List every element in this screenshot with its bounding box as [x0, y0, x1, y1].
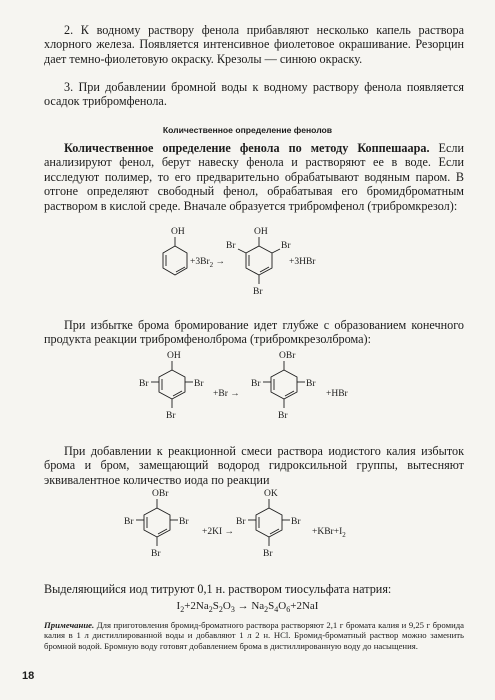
bromine-label-left: Br — [236, 517, 246, 527]
bromine-label-para: Br — [253, 287, 263, 297]
ok-label: OK — [264, 489, 278, 499]
product-3hbr: +3HBr — [289, 257, 316, 267]
obr-label: OBr — [279, 351, 296, 361]
method-title: Количественное определение фенола по методу Коппешаара. — [64, 141, 430, 155]
paragraph-koppeschaar-method — [44, 141, 464, 213]
reagent-br: +Br → — [213, 389, 240, 399]
paragraph-thiosulfate-titration: Выделяющийся иод титруют 0,1 н. раствором тиосульфата натрия: — [44, 582, 392, 596]
bromine-label-right: Br — [179, 517, 189, 527]
bromine-label-left: Br — [251, 379, 261, 389]
hydroxyl-label: OH — [254, 227, 268, 237]
tribromophenol-structure — [139, 351, 204, 421]
paragraph-potassium-iodide: При добавлении к реакционной смеси раствора иодистого калия избыток брома и бром, замещающий водород гидроксильной группы, вытесняют эквивалентное количество иода по реакции — [44, 444, 464, 487]
bromine-label-right: Br — [291, 517, 301, 527]
footnote — [44, 620, 464, 651]
reagent-2ki: +2KI → — [202, 527, 235, 537]
section-heading: Количественное определение фенолов — [162, 125, 333, 135]
page-number: 18 — [22, 670, 35, 682]
reaction-3-iodide-displacement — [0, 484, 495, 576]
paragraph-excess-bromine: При избытке брома бромирование идет глубже с образованием конечного продукта реакции трибромфенолброма (трибромкрезолброма): — [44, 318, 464, 347]
potassium-tribromophenolate-structure — [236, 489, 301, 559]
method-description: Если анализируют фенол, берут навеску фенола и растворяют ее в воде. Если исследуют полимер, то его предварительно обрабатывают водяным паром. В отгоне определяют свободный фенол, обрабатывая его бромидброматным раствором в кислой среде. Вначале образуется трибромфенол (трибромкрезол): — [44, 141, 464, 213]
bromine-label-right: Br — [281, 241, 291, 251]
bromine-label-right: Br — [194, 379, 204, 389]
bromine-label-para: Br — [151, 549, 161, 559]
product-kbr-i2: $+KBr+I_2$ — [312, 527, 346, 539]
bromine-label-para: Br — [263, 549, 273, 559]
reagent-3br2: $+3Br_2$ → — [190, 257, 225, 269]
tribromophenol-bromine-structure — [251, 351, 316, 421]
product-hbr: +HBr — [326, 389, 348, 399]
bromine-label-right: Br — [306, 379, 316, 389]
bromine-label-para: Br — [166, 411, 176, 421]
bromine-label-left: Br — [226, 241, 236, 251]
hydroxyl-label: OH — [171, 227, 185, 237]
note-label: Примечание. — [44, 620, 95, 630]
note-text: Для приготовления бромид-броматного раствора растворяют 2,1 г бромата калия и 9,25 г бромида калия в 1 л дистиллированной воды и добавляют 1 л 2 н. HCl. Бромид-броматный раствор можно заменить бромной водой. Бромную воду готовят добавлением брома в дистиллированную воду до насыщения. — [44, 620, 464, 651]
reaction-1-phenol-bromination — [0, 222, 495, 312]
tribromophenol-bromine-structure — [124, 489, 189, 559]
paragraph-ferric-chloride-test: 2. К водному раствору фенола прибавляют несколько капель раствора хлорного железа. Появляется интенсивное фиолетовое окрашивание. Резорцин дает темно-фиолетовую окраску. Крезолы — синюю окраску. — [44, 23, 464, 66]
phenol-structure — [163, 227, 187, 275]
reaction-2-tribromophenol-bromine — [0, 346, 495, 438]
thiosulfate-equation: $I_2+2Na_2S_2O_3 \to Na_2S_4O_6+2NaI$ — [176, 600, 319, 615]
obr-label: OBr — [152, 489, 169, 499]
bromine-label-left: Br — [139, 379, 149, 389]
bromine-label-para: Br — [278, 411, 288, 421]
bromine-label-left: Br — [124, 517, 134, 527]
paragraph-bromine-water-test: 3. При добавлении бромной воды к водному раствору фенола появляется осадок трибромфенола. — [44, 80, 464, 109]
hydroxyl-label: OH — [167, 351, 181, 361]
tribromophenol-structure — [226, 227, 291, 297]
